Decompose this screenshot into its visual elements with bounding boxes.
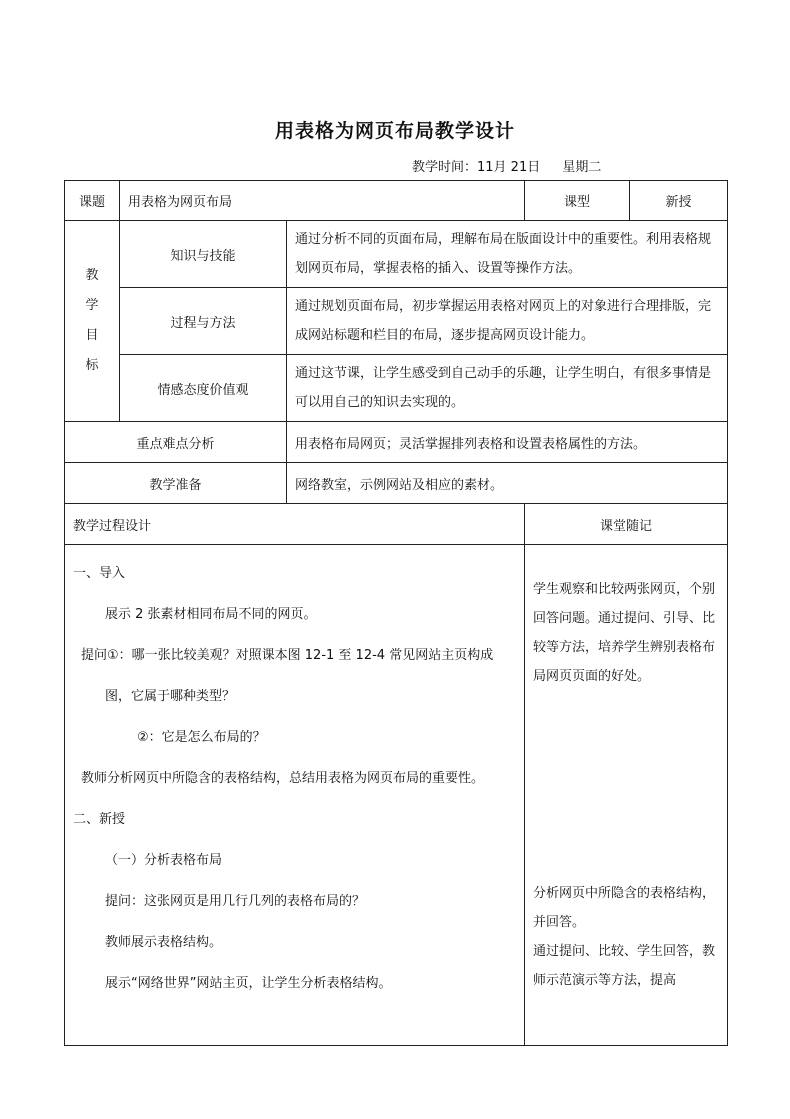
process-line: 展示 2 张素材相同布局不同的网页。 xyxy=(105,607,317,622)
process-line: ②：它是怎么布局的？ xyxy=(137,730,266,745)
process-line: 提问：这张网页是用几行几列的表格布局的？ xyxy=(105,894,366,909)
note-paragraph: 学生观察和比较两张网页，个别回答问题。通过提问、引导、比较等方法，培养学生辨别表格布局网页页面的好处。 xyxy=(533,582,716,684)
goals-label-char: 标 xyxy=(85,358,99,373)
topic-value: 用表格为网页布局 xyxy=(120,181,525,221)
document-title: 用表格为网页布局教学设计 xyxy=(274,120,515,142)
goal-knowledge-label: 知识与技能 xyxy=(120,221,287,288)
teaching-date xyxy=(412,156,605,175)
goal-knowledge-text: 通过分析不同的页面布局，理解布局在版面设计中的重要性。利用表格规划网页布局，掌握表格的插入、设置等操作方法。 xyxy=(287,221,728,288)
process-line: 教师分析网页中所隐含的表格结构，总结用表格为网页布局的重要性。 xyxy=(81,771,485,786)
goals-label-char: 学 xyxy=(85,298,99,313)
preparation-label: 教学准备 xyxy=(65,463,287,504)
lesson-plan-table xyxy=(64,180,728,1046)
process-line: 教师展示表格结构。 xyxy=(105,935,223,950)
subsection-heading: （一）分析表格布局 xyxy=(105,853,223,868)
goals-label-char: 教 xyxy=(85,268,99,283)
goal-attitude-label: 情感态度价值观 xyxy=(120,355,287,422)
weekday-text: 星期二 xyxy=(562,160,602,175)
goals-label-char: 目 xyxy=(85,328,99,343)
section-heading: 一、导入 xyxy=(73,566,126,581)
goal-process-text: 通过规划页面布局，初步掌握运用表格对网页上的对象进行合理排版，完成网站标题和栏目的布局，逐步提高网页设计能力。 xyxy=(287,288,728,355)
topic-label: 课题 xyxy=(65,181,120,221)
lesson-type-value: 新授 xyxy=(630,181,728,221)
preparation-value: 网络教室，示例网站及相应的素材。 xyxy=(287,463,728,504)
process-line: 提问①：哪一张比较美观？对照课本图 12-1 至 12-4 常见网站主页构成图，它属于哪种类型？ xyxy=(81,648,494,704)
notes-header: 课堂随记 xyxy=(525,504,728,545)
key-points-value: 用表格布局网页；灵活掌握排列表格和设置表格属性的方法。 xyxy=(287,422,728,463)
teaching-goals-label xyxy=(65,221,120,422)
section-heading: 二、新授 xyxy=(73,812,126,827)
key-points-label: 重点难点分析 xyxy=(65,422,287,463)
notes-content xyxy=(525,545,728,1046)
process-header: 教学过程设计 xyxy=(65,504,525,545)
goal-process-label: 过程与方法 xyxy=(120,288,287,355)
goal-attitude-text: 通过这节课，让学生感受到自己动手的乐趣，让学生明白，有很多事情是可以用自己的知识去实现的。 xyxy=(287,355,728,422)
note-paragraph: 通过提问、比较、学生回答，教师示范演示等方法，提高 xyxy=(533,944,716,988)
process-content xyxy=(65,545,525,1046)
note-paragraph: 分析网页中所隐含的表格结构，并回答。 xyxy=(533,886,716,930)
date-text: 教学时间：11月 21日 xyxy=(412,160,541,175)
process-line: 展示“网络世界”网站主页，让学生分析表格结构。 xyxy=(105,976,392,991)
lesson-type-label: 课型 xyxy=(525,181,630,221)
